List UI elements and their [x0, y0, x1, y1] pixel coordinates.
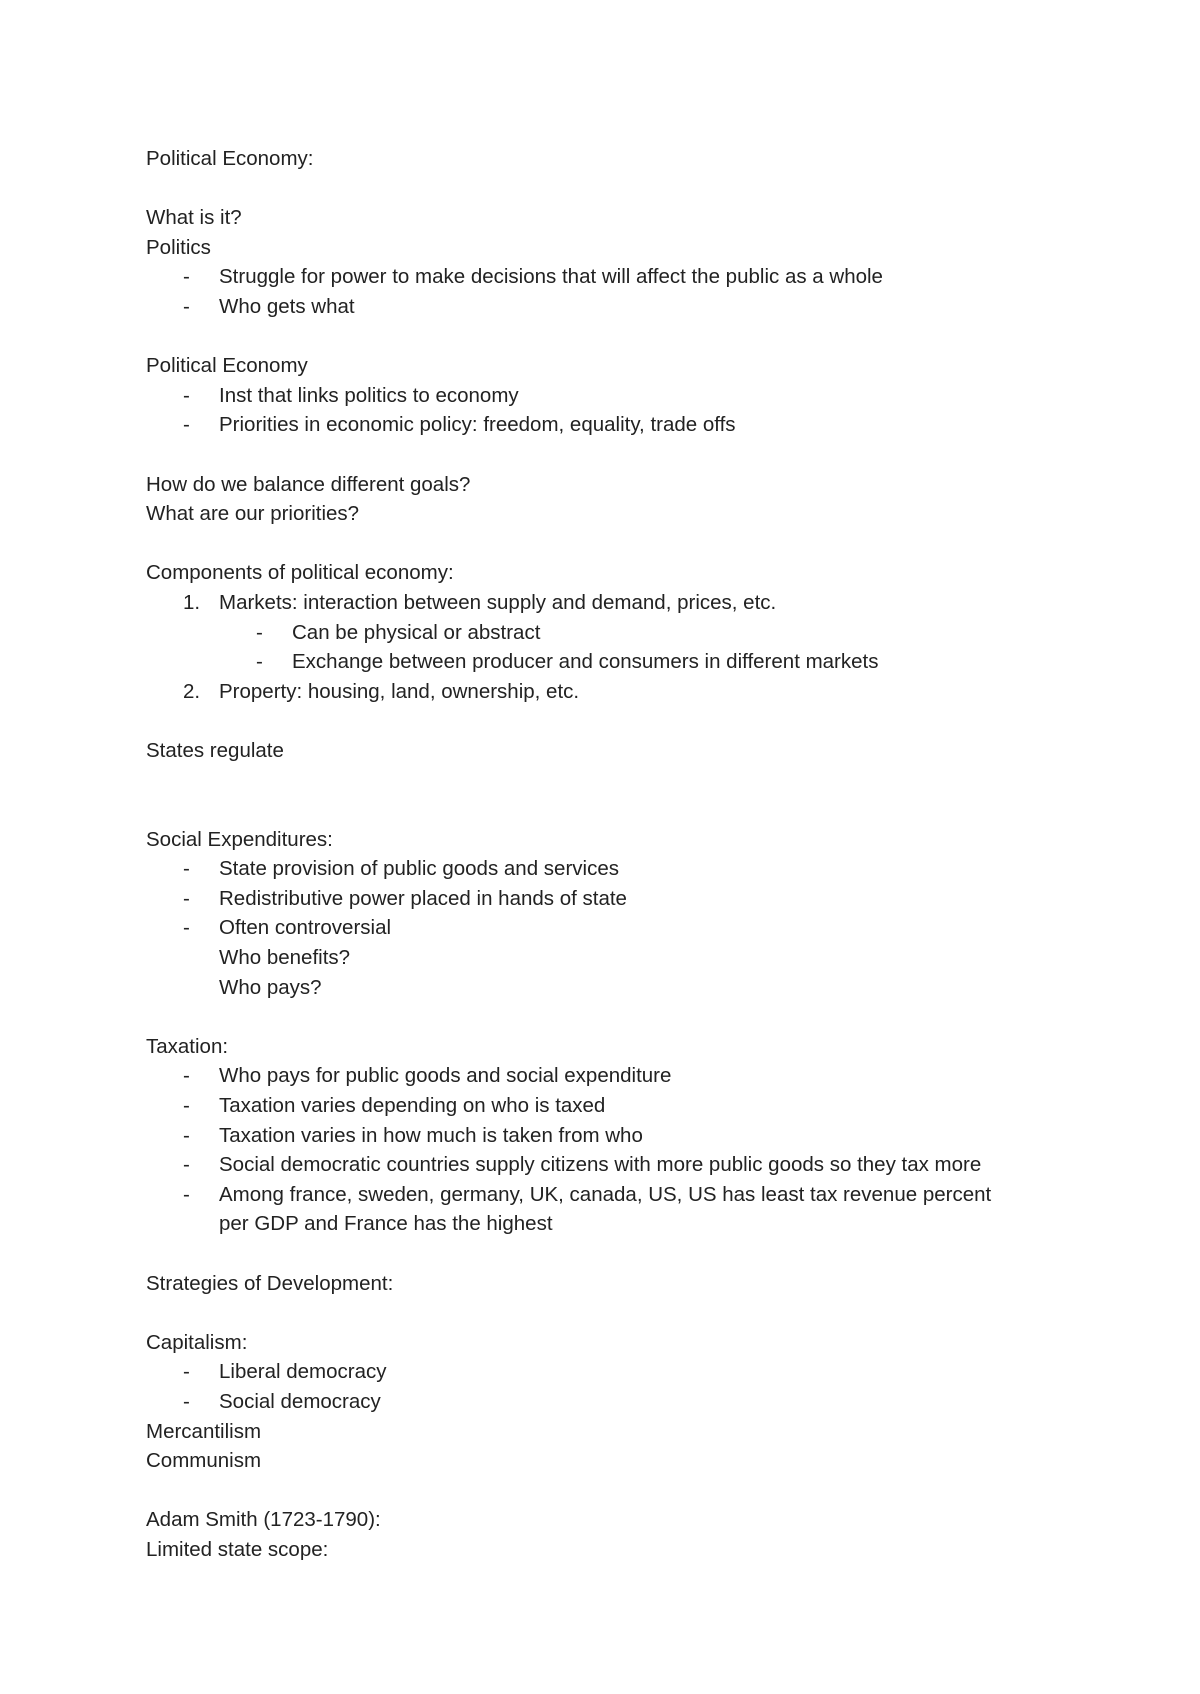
bullet-dash: -: [183, 383, 190, 407]
taxation-heading: Taxation:: [146, 1034, 229, 1058]
blank-line: [146, 1298, 1200, 1328]
blank-line: [146, 174, 1200, 204]
list-number: 1.: [183, 590, 201, 614]
list-item: [146, 1061, 1200, 1091]
list-item-text: Social democratic countries supply citizens with more public goods so they tax more: [219, 1153, 982, 1177]
politics-heading: Politics: [146, 235, 211, 259]
bullet-dash: -: [183, 1064, 190, 1088]
list-item: [146, 854, 1200, 884]
states-regulate-line: States regulate: [146, 738, 284, 762]
list-item-text: Often controversial: [219, 916, 392, 940]
list-item-text: Who gets what: [219, 294, 355, 318]
list-item: [146, 1357, 1200, 1387]
list-item-text: Markets: interaction between supply and demand, prices, etc.: [219, 590, 777, 614]
blank-line: [146, 765, 1200, 824]
list-item-text: Inst that links politics to economy: [219, 383, 519, 407]
blank-line: [146, 1239, 1200, 1269]
blank-line: [146, 1476, 1200, 1506]
bullet-dash: -: [183, 916, 190, 940]
blank-line: [146, 706, 1200, 736]
what-is-it-heading: What is it?: [146, 206, 242, 230]
bullet-dash: -: [183, 886, 190, 910]
list-item: [146, 262, 1200, 292]
document-title: Political Economy:: [146, 147, 314, 170]
list-item-text: Priorities in economic policy: freedom, equality, trade offs: [219, 413, 736, 437]
list-continuation: Who pays?: [219, 975, 322, 999]
mercantilism-line: Mercantilism: [146, 1419, 262, 1443]
bullet-dash: -: [183, 265, 190, 289]
list-item: [146, 884, 1200, 914]
list-item: [146, 1150, 1200, 1180]
limited-state-scope-line: Limited state scope:: [146, 1537, 329, 1561]
social-expenditures-heading: Social Expenditures:: [146, 827, 333, 851]
list-item: [146, 381, 1200, 411]
list-item: [146, 410, 1200, 440]
components-heading: Components of political economy:: [146, 561, 454, 585]
blank-line: [146, 440, 1200, 470]
bullet-dash: -: [183, 1182, 190, 1206]
communism-line: Communism: [146, 1449, 262, 1473]
question-line: What are our priorities?: [146, 502, 360, 526]
list-item: [146, 1180, 1200, 1210]
bullet-dash: -: [183, 1360, 190, 1384]
list-item-text: Taxation varies depending on who is taxed: [219, 1094, 606, 1117]
list-item-text: Struggle for power to make decisions that will affect the public as a whole: [219, 265, 883, 289]
list-continuation: Who benefits?: [219, 946, 351, 970]
list-item-text: Liberal democracy: [219, 1360, 387, 1384]
list-item-text: Can be physical or abstract: [292, 620, 541, 644]
bullet-dash: -: [256, 620, 263, 644]
blank-line: [146, 1002, 1200, 1032]
political-economy-heading: Political Economy: [146, 354, 308, 378]
list-item-text: Who pays for public goods and social expenditure: [219, 1064, 672, 1088]
list-item-text: Exchange between producer and consumers in different markets: [292, 650, 879, 674]
blank-line: [146, 529, 1200, 559]
list-item-text: Among france, sweden, germany, UK, canada, US, US has least tax revenue percent: [219, 1182, 992, 1206]
strategies-heading: Strategies of Development:: [146, 1271, 394, 1295]
list-item: [146, 292, 1200, 322]
bullet-dash: -: [183, 413, 190, 437]
list-continuation: per GDP and France has the highest: [219, 1212, 553, 1236]
list-item: [146, 1121, 1200, 1151]
sub-list-item: [146, 647, 1200, 677]
question-line: How do we balance different goals?: [146, 472, 471, 496]
list-item: [146, 1387, 1200, 1417]
sub-list-item: [146, 618, 1200, 648]
list-item-text: Redistributive power placed in hands of state: [219, 886, 627, 910]
bullet-dash: -: [183, 294, 190, 318]
list-item: [146, 913, 1200, 943]
list-item-text: Property: housing, land, ownership, etc.: [219, 679, 580, 703]
bullet-dash: -: [183, 857, 190, 881]
bullet-dash: -: [256, 650, 263, 674]
list-item-text: State provision of public goods and services: [219, 857, 619, 881]
numbered-item: [146, 677, 1200, 707]
adam-smith-heading: Adam Smith (1723-1790):: [146, 1508, 381, 1532]
bullet-dash: -: [183, 1153, 190, 1177]
list-item-text: Social democracy: [219, 1389, 381, 1413]
numbered-item: [146, 588, 1200, 618]
blank-line: [146, 322, 1200, 352]
list-item-text: Taxation varies in how much is taken from who: [219, 1123, 643, 1147]
capitalism-heading: Capitalism:: [146, 1330, 248, 1354]
bullet-dash: -: [183, 1094, 190, 1117]
list-number: 2.: [183, 679, 201, 703]
bullet-dash: -: [183, 1389, 190, 1413]
list-item: [146, 1091, 1200, 1121]
bullet-dash: -: [183, 1123, 190, 1147]
